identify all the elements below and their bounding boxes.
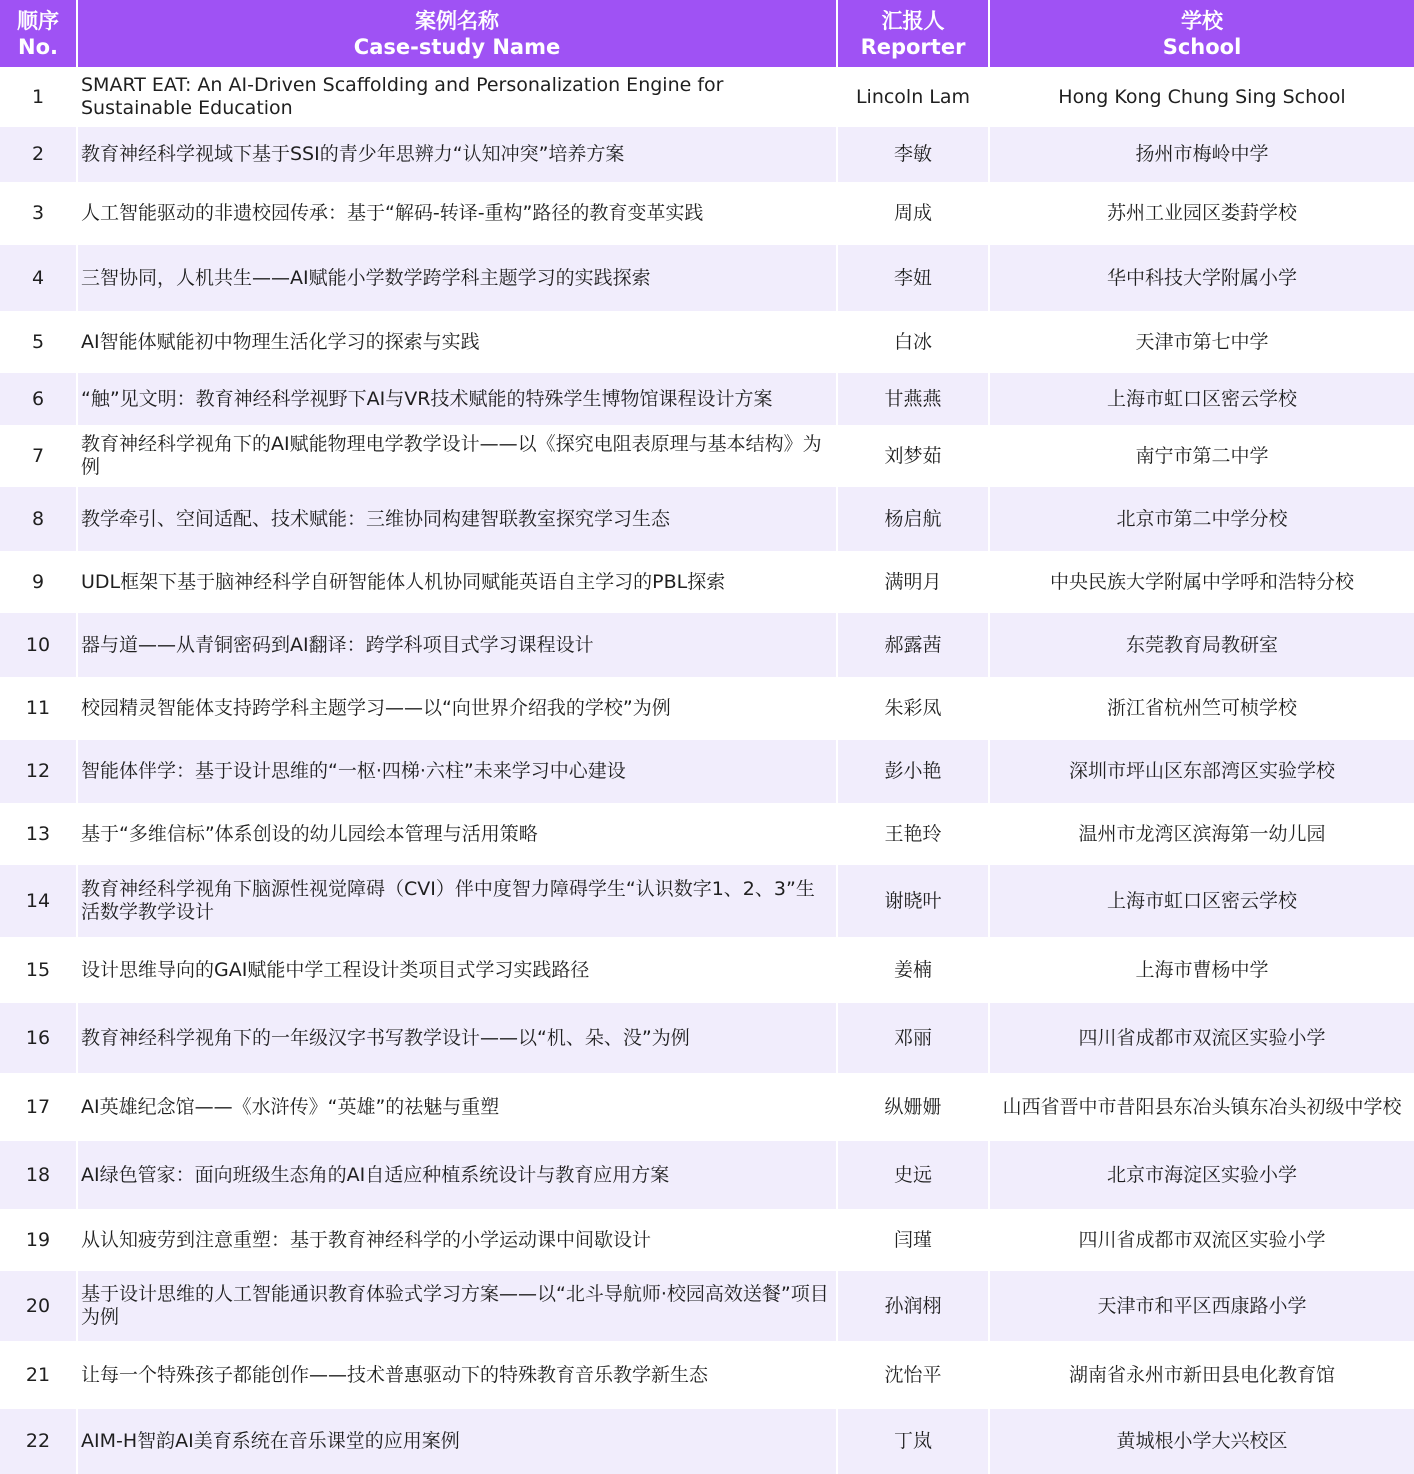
- cell-no: 2: [0, 127, 78, 182]
- cell-school: 天津市和平区西康路小学: [990, 1271, 1414, 1341]
- cell-case-name: 从认知疲劳到注意重塑：基于教育神经科学的小学运动课中间歇设计: [78, 1209, 838, 1271]
- cell-case-name: AI智能体赋能初中物理生活化学习的探索与实践: [78, 311, 838, 373]
- cell-case-name: 基于“多维信标”体系创设的幼儿园绘本管理与活用策略: [78, 803, 838, 865]
- cell-school: 山西省晋中市昔阳县东冶头镇东冶头初级中学校: [990, 1073, 1414, 1141]
- cell-reporter: 谢晓叶: [838, 865, 990, 937]
- cell-no: 3: [0, 182, 78, 245]
- table-row: [0, 551, 1414, 613]
- cell-school: 上海市虹口区密云学校: [990, 865, 1414, 937]
- table-row: [0, 1271, 1414, 1341]
- cell-case-name: “触”见文明：教育神经科学视野下AI与VR技术赋能的特殊学生博物馆课程设计方案: [78, 373, 838, 425]
- cell-no: 12: [0, 740, 78, 803]
- table-header-row: [0, 0, 1414, 67]
- table-row: [0, 311, 1414, 373]
- cell-school: 上海市曹杨中学: [990, 937, 1414, 1003]
- cell-school: 四川省成都市双流区实验小学: [990, 1003, 1414, 1073]
- cell-school: 深圳市坪山区东部湾区实验学校: [990, 740, 1414, 803]
- cell-case-name: 教育神经科学视角下脑源性视觉障碍（CVI）伴中度智力障碍学生“认识数字1、2、3”生活数学教学设计: [78, 865, 838, 937]
- cell-no: 8: [0, 487, 78, 551]
- cell-school: 黄城根小学大兴校区: [990, 1409, 1414, 1474]
- cell-no: 7: [0, 425, 78, 487]
- cell-reporter: 周成: [838, 182, 990, 245]
- cell-school: Hong Kong Chung Sing School: [990, 67, 1414, 127]
- cell-no: 10: [0, 613, 78, 677]
- cell-no: 20: [0, 1271, 78, 1341]
- cell-no: 22: [0, 1409, 78, 1474]
- table-row: [0, 937, 1414, 1003]
- header-school: [990, 0, 1414, 67]
- table-row: [0, 1209, 1414, 1271]
- cell-school: 苏州工业园区娄葑学校: [990, 182, 1414, 245]
- table-row: [0, 425, 1414, 487]
- cell-no: 11: [0, 677, 78, 740]
- cell-school: 上海市虹口区密云学校: [990, 373, 1414, 425]
- table-row: [0, 865, 1414, 937]
- cell-no: 14: [0, 865, 78, 937]
- table-row: [0, 487, 1414, 551]
- table-body: [0, 67, 1414, 1474]
- table-row: [0, 67, 1414, 127]
- cell-reporter: 李敏: [838, 127, 990, 182]
- cell-case-name: 教育神经科学视角下的一年级汉字书写教学设计——以“机、朵、没”为例: [78, 1003, 838, 1073]
- cell-reporter: 丁岚: [838, 1409, 990, 1474]
- header-reporter: [838, 0, 990, 67]
- cell-case-name: 智能体伴学：基于设计思维的“一枢·四梯·六柱”未来学习中心建设: [78, 740, 838, 803]
- cell-reporter: 杨启航: [838, 487, 990, 551]
- table-row: [0, 182, 1414, 245]
- table-row: [0, 740, 1414, 803]
- cell-case-name: AIM-H智韵AI美育系统在音乐课堂的应用案例: [78, 1409, 838, 1474]
- table-row: [0, 1409, 1414, 1474]
- cell-reporter: 郝露茜: [838, 613, 990, 677]
- cell-reporter: 闫瑾: [838, 1209, 990, 1271]
- header-name-en: Case-study Name: [353, 34, 561, 59]
- table-row: [0, 1341, 1414, 1409]
- cell-no: 18: [0, 1141, 78, 1209]
- cell-case-name: UDL框架下基于脑神经科学自研智能体人机协同赋能英语自主学习的PBL探索: [78, 551, 838, 613]
- table-row: [0, 1003, 1414, 1073]
- header-reporter-en: Reporter: [860, 34, 966, 59]
- cell-school: 南宁市第二中学: [990, 425, 1414, 487]
- cell-reporter: 王艳玲: [838, 803, 990, 865]
- cell-case-name: 教学牵引、空间适配、技术赋能：三维协同构建智联教室探究学习生态: [78, 487, 838, 551]
- cell-school: 湖南省永州市新田县电化教育馆: [990, 1341, 1414, 1409]
- cell-reporter: 白冰: [838, 311, 990, 373]
- cell-case-name: 让每一个特殊孩子都能创作——技术普惠驱动下的特殊教育音乐教学新生态: [78, 1341, 838, 1409]
- cell-reporter: 刘梦茹: [838, 425, 990, 487]
- cell-school: 中央民族大学附属中学呼和浩特分校: [990, 551, 1414, 613]
- cell-no: 15: [0, 937, 78, 1003]
- table-row: [0, 1141, 1414, 1209]
- table-row: [0, 803, 1414, 865]
- cell-reporter: 纵姗姗: [838, 1073, 990, 1141]
- table-row: [0, 1073, 1414, 1141]
- cell-case-name: 教育神经科学视角下的AI赋能物理电学教学设计——以《探究电阻表原理与基本结构》为例: [78, 425, 838, 487]
- table-row: [0, 677, 1414, 740]
- cell-reporter: 沈怡平: [838, 1341, 990, 1409]
- cell-reporter: 史远: [838, 1141, 990, 1209]
- table-row: [0, 613, 1414, 677]
- cell-case-name: 三智协同，人机共生——AI赋能小学数学跨学科主题学习的实践探索: [78, 245, 838, 311]
- header-name-zh: 案例名称: [415, 8, 499, 33]
- cell-no: 6: [0, 373, 78, 425]
- cell-no: 1: [0, 67, 78, 127]
- cell-school: 浙江省杭州竺可桢学校: [990, 677, 1414, 740]
- cell-reporter: 甘燕燕: [838, 373, 990, 425]
- cell-school: 四川省成都市双流区实验小学: [990, 1209, 1414, 1271]
- cell-reporter: 朱彩凤: [838, 677, 990, 740]
- table-row: [0, 245, 1414, 311]
- header-school-zh: 学校: [1181, 8, 1223, 33]
- cell-reporter: 孙润栩: [838, 1271, 990, 1341]
- cell-reporter: 邓丽: [838, 1003, 990, 1073]
- header-school-en: School: [1162, 34, 1242, 59]
- cell-no: 13: [0, 803, 78, 865]
- cell-no: 4: [0, 245, 78, 311]
- cell-no: 5: [0, 311, 78, 373]
- cell-school: 扬州市梅岭中学: [990, 127, 1414, 182]
- header-no-zh: 顺序: [17, 8, 59, 33]
- cell-no: 19: [0, 1209, 78, 1271]
- header-name: [78, 0, 838, 67]
- cell-no: 21: [0, 1341, 78, 1409]
- cell-case-name: 基于设计思维的人工智能通识教育体验式学习方案——以“北斗导航师·校园高效送餐”项目为例: [78, 1271, 838, 1341]
- table-row: [0, 373, 1414, 425]
- cell-case-name: 校园精灵智能体支持跨学科主题学习——以“向世界介绍我的学校”为例: [78, 677, 838, 740]
- cell-reporter: 姜楠: [838, 937, 990, 1003]
- cell-reporter: 满明月: [838, 551, 990, 613]
- cell-school: 北京市第二中学分校: [990, 487, 1414, 551]
- cell-no: 17: [0, 1073, 78, 1141]
- table-row: [0, 127, 1414, 182]
- cell-case-name: AI绿色管家：面向班级生态角的AI自适应种植系统设计与教育应用方案: [78, 1141, 838, 1209]
- cell-case-name: SMART EAT: An AI-Driven Scaffolding and Personalization Engine for Sustainable Education: [78, 67, 838, 127]
- cell-case-name: 器与道——从青铜密码到AI翻译：跨学科项目式学习课程设计: [78, 613, 838, 677]
- cell-school: 北京市海淀区实验小学: [990, 1141, 1414, 1209]
- cell-school: 华中科技大学附属小学: [990, 245, 1414, 311]
- cell-reporter: Lincoln Lam: [838, 67, 990, 127]
- cell-reporter: 彭小艳: [838, 740, 990, 803]
- cell-school: 天津市第七中学: [990, 311, 1414, 373]
- header-no: [0, 0, 78, 67]
- cell-school: 温州市龙湾区滨海第一幼儿园: [990, 803, 1414, 865]
- cell-no: 9: [0, 551, 78, 613]
- cell-case-name: 设计思维导向的GAI赋能中学工程设计类项目式学习实践路径: [78, 937, 838, 1003]
- cell-no: 16: [0, 1003, 78, 1073]
- header-reporter-zh: 汇报人: [881, 8, 945, 33]
- header-no-en: No.: [18, 34, 58, 59]
- cell-reporter: 李妞: [838, 245, 990, 311]
- cell-case-name: 教育神经科学视域下基于SSI的青少年思辨力“认知冲突”培养方案: [78, 127, 838, 182]
- cell-school: 东莞教育局教研室: [990, 613, 1414, 677]
- cell-case-name: 人工智能驱动的非遗校园传承：基于“解码-转译-重构”路径的教育变革实践: [78, 182, 838, 245]
- cell-case-name: AI英雄纪念馆——《水浒传》“英雄”的祛魅与重塑: [78, 1073, 838, 1141]
